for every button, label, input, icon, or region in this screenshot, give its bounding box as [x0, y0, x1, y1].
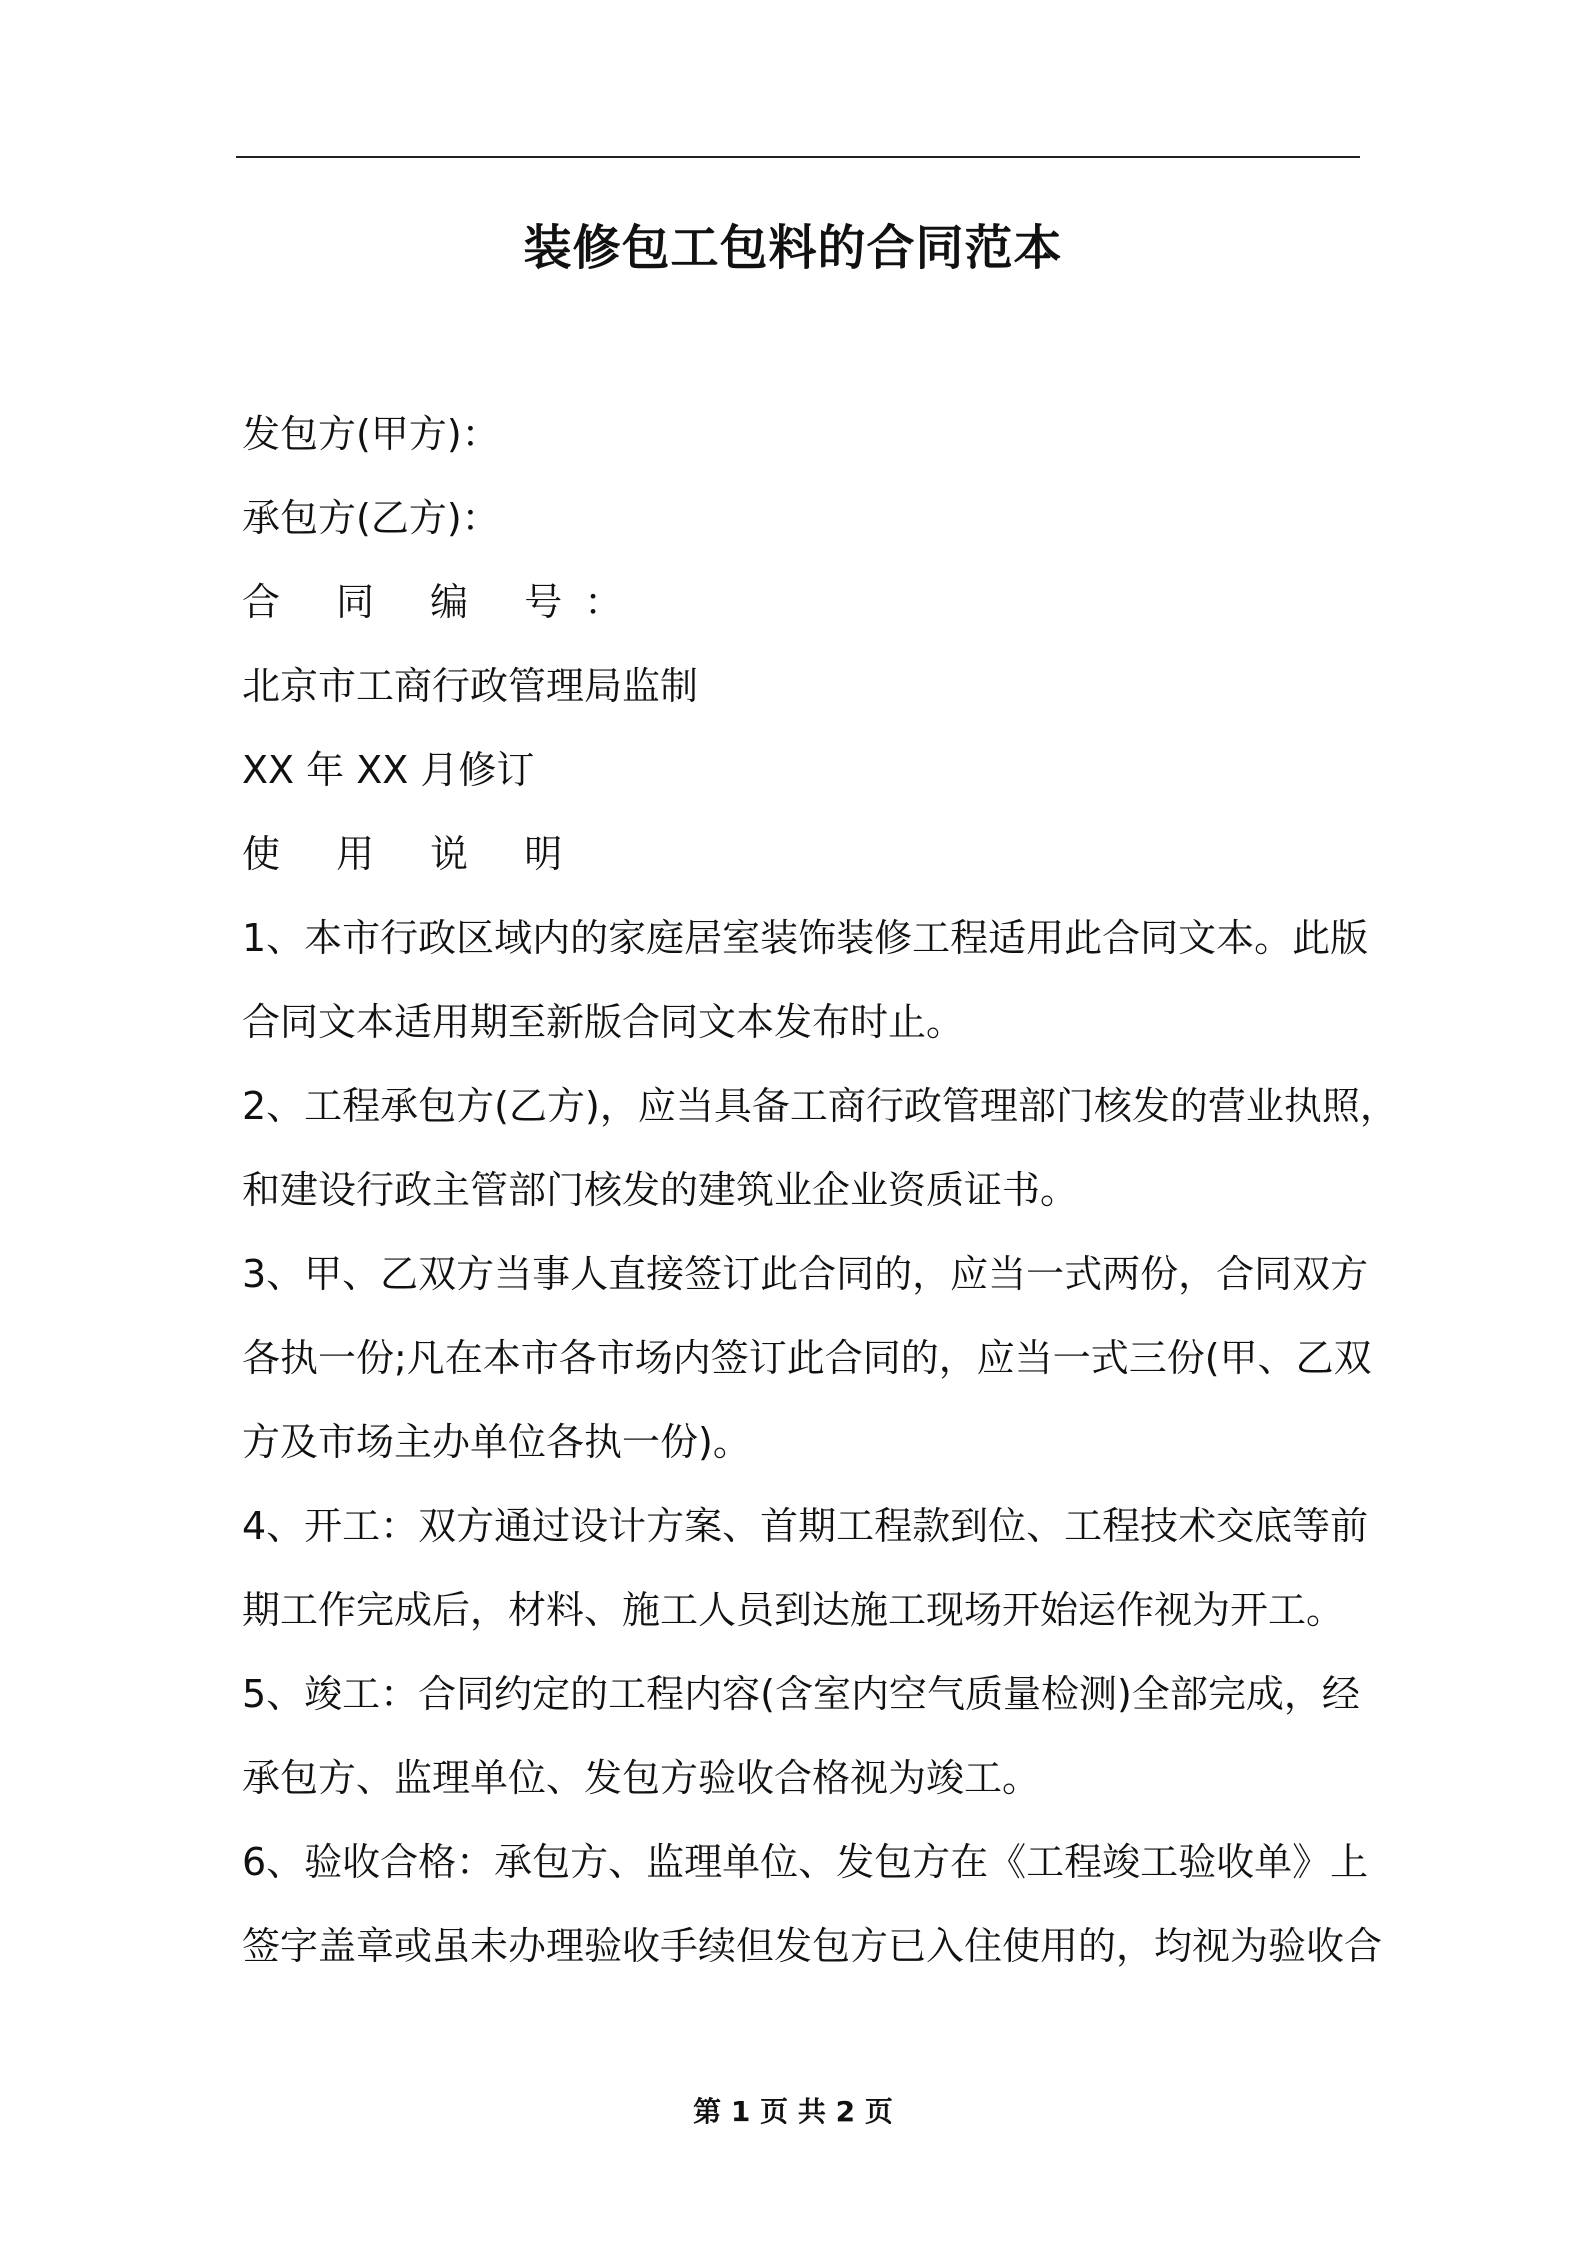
- party-a-label: 发包方(甲方)：: [242, 412, 500, 456]
- paragraph-line: 签字盖章或虽未办理验收手续但发包方已入住使用的，均视为验收合: [242, 1924, 1383, 1968]
- party-b-label: 承包方(乙方)：: [242, 496, 500, 540]
- paragraph-line: 合同文本适用期至新版合同文本发布时止。: [242, 1000, 965, 1044]
- contract-number-label: 合 同 编 号：: [242, 580, 645, 624]
- paragraph-line: 5、竣工：合同约定的工程内容(含室内空气质量检测)全部完成，经: [242, 1672, 1360, 1716]
- paragraph-line: 2、工程承包方(乙方)，应当具备工商行政管理部门核发的营业执照，: [242, 1084, 1398, 1128]
- paragraph-line: 和建设行政主管部门核发的建筑业企业资质证书。: [242, 1168, 1079, 1212]
- header-rule: [236, 156, 1360, 158]
- usage-instructions-heading: 使 用 说 明: [242, 832, 585, 876]
- paragraph-line: 4、开工：双方通过设计方案、首期工程款到位、工程技术交底等前: [242, 1504, 1369, 1548]
- paragraph-line: 方及市场主办单位各执一份)。: [242, 1420, 751, 1464]
- paragraph-line: 期工作完成后，材料、施工人员到达施工现场开始运作视为开工。: [242, 1588, 1345, 1632]
- paragraph-line: 承包方、监理单位、发包方验收合格视为竣工。: [242, 1756, 1041, 1800]
- revision-date-line: XX 年 XX 月修订: [242, 748, 535, 792]
- paragraph-line: 1、本市行政区域内的家庭居室装饰装修工程适用此合同文本。此版: [242, 916, 1369, 960]
- document-title: 装修包工包料的合同范本: [523, 220, 1063, 276]
- paragraph-line: 各执一份;凡在本市各市场内签订此合同的，应当一式三份(甲、乙双: [242, 1336, 1372, 1380]
- supervisor-line: 北京市工商行政管理局监制: [242, 664, 699, 708]
- paragraph-line: 6、验收合格：承包方、监理单位、发包方在《工程竣工验收单》上: [242, 1840, 1369, 1884]
- page-number-footer: 第 1 页 共 2 页: [693, 2095, 893, 2128]
- paragraph-line: 3、甲、乙双方当事人直接签订此合同的，应当一式两份，合同双方: [242, 1252, 1369, 1296]
